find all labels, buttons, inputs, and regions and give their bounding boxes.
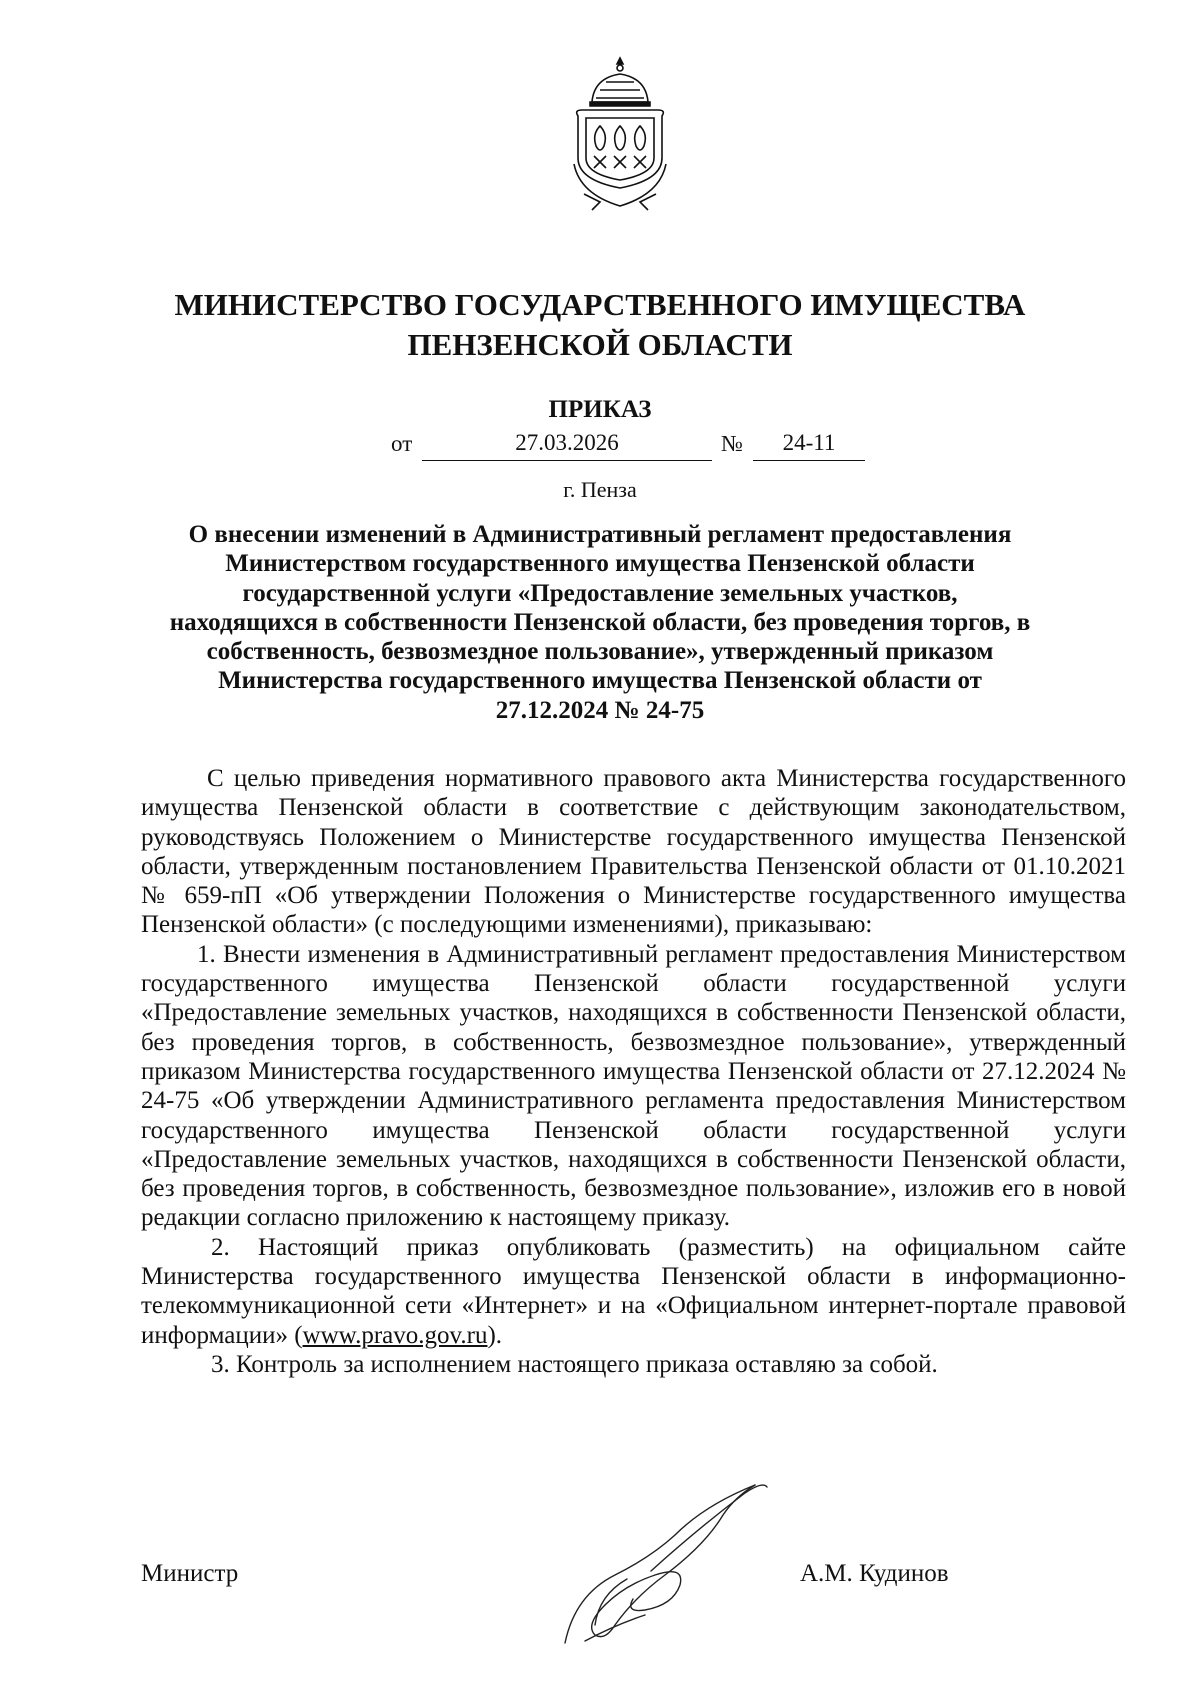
signer-name: А.М. Кудинов [800, 1560, 949, 1587]
subject-line: находящихся в собственности Пензенской области, без проведения торгов, в [169, 608, 1031, 636]
subject-line: собственность, безвозмездное пользование», утвержденный приказом [206, 638, 994, 666]
item-2-text: 2. Настоящий приказ опубликовать (разместить) на официальном сайте Министерства государственного имущества Пензенской области в информационно-телекоммуникационной сети «Интернет» и на «Официальном интернет-портале правовой информации» ( [141, 1233, 1126, 1349]
document-date: 27.03.2026 [422, 428, 712, 461]
signer-role: Министр [141, 1560, 239, 1587]
date-label: от [391, 431, 413, 456]
intro-paragraph: С целью приведения нормативного правового акта Министерства государственного имущества Пензенской области в соответствие с действующим законодательством, руководствуясь Положением о Министерстве государственного имущества Пензенской области, утвержденным постановлением Правительства Пензенской области от 01.10.2021 № 659-пП «Об утверждении Положения о Министерстве государственного имущества Пензенской области» (с последующими изменениями), приказываю: [141, 765, 1126, 939]
item-1-paragraph: 1. Внести изменения в Административный регламент предоставления Министерством государственного имущества Пензенской области государственной услуги «Предоставление земельных участков, находящихся в собственности Пензенской области, без проведения торгов, в собственность, безвозмездное пользование», утвержденный приказом Министерства государственного имущества Пензенской области от 27.12.2024 № 24-75 «Об утверждении Административного регламента предоставления Министерством государственного имущества Пензенской области государственной услуги «Предоставление земельных участков, находящихся в собственности Пензенской области, без проведения торгов, в собственность, безвозмездное пользование», изложив его в новой редакции согласно приложению к настоящему приказу. [141, 940, 1126, 1232]
subject-line: О внесении изменений в Административный регламент предоставления [188, 521, 1012, 548]
city: г. Пенза [563, 477, 637, 502]
document-body [141, 764, 1126, 1379]
subject-line: Министерства государственного имущества Пензенской области от [218, 667, 982, 695]
item-2-closing: ). [487, 1321, 503, 1349]
document-type-title: ПРИКАЗ [548, 396, 652, 423]
subject-line: 27.12.2024 № 24-75 [495, 696, 705, 724]
ministry-name-line2: ПЕНЗЕНСКОЙ ОБЛАСТИ [407, 327, 793, 362]
coat-of-arms-icon [570, 54, 670, 214]
pravo-link[interactable]: www.pravo.gov.ru [302, 1321, 488, 1349]
number-label: № [721, 431, 743, 456]
ministry-name-line1: МИНИСТЕРСТВО ГОСУДАРСТВЕННОГО ИМУЩЕСТВА [174, 287, 1026, 322]
document-subject [130, 520, 1070, 725]
subject-line: Министерством государственного имущества Пензенской области [225, 550, 975, 578]
subject-line: государственной услуги «Предоставление земельных участков, [242, 579, 958, 607]
handwritten-signature-icon [555, 1475, 785, 1650]
item-2-paragraph [141, 1233, 1126, 1350]
document-number: 24-11 [753, 428, 865, 461]
item-3-paragraph: 3. Контроль за исполнением настоящего приказа оставляю за собой. [211, 1350, 938, 1378]
